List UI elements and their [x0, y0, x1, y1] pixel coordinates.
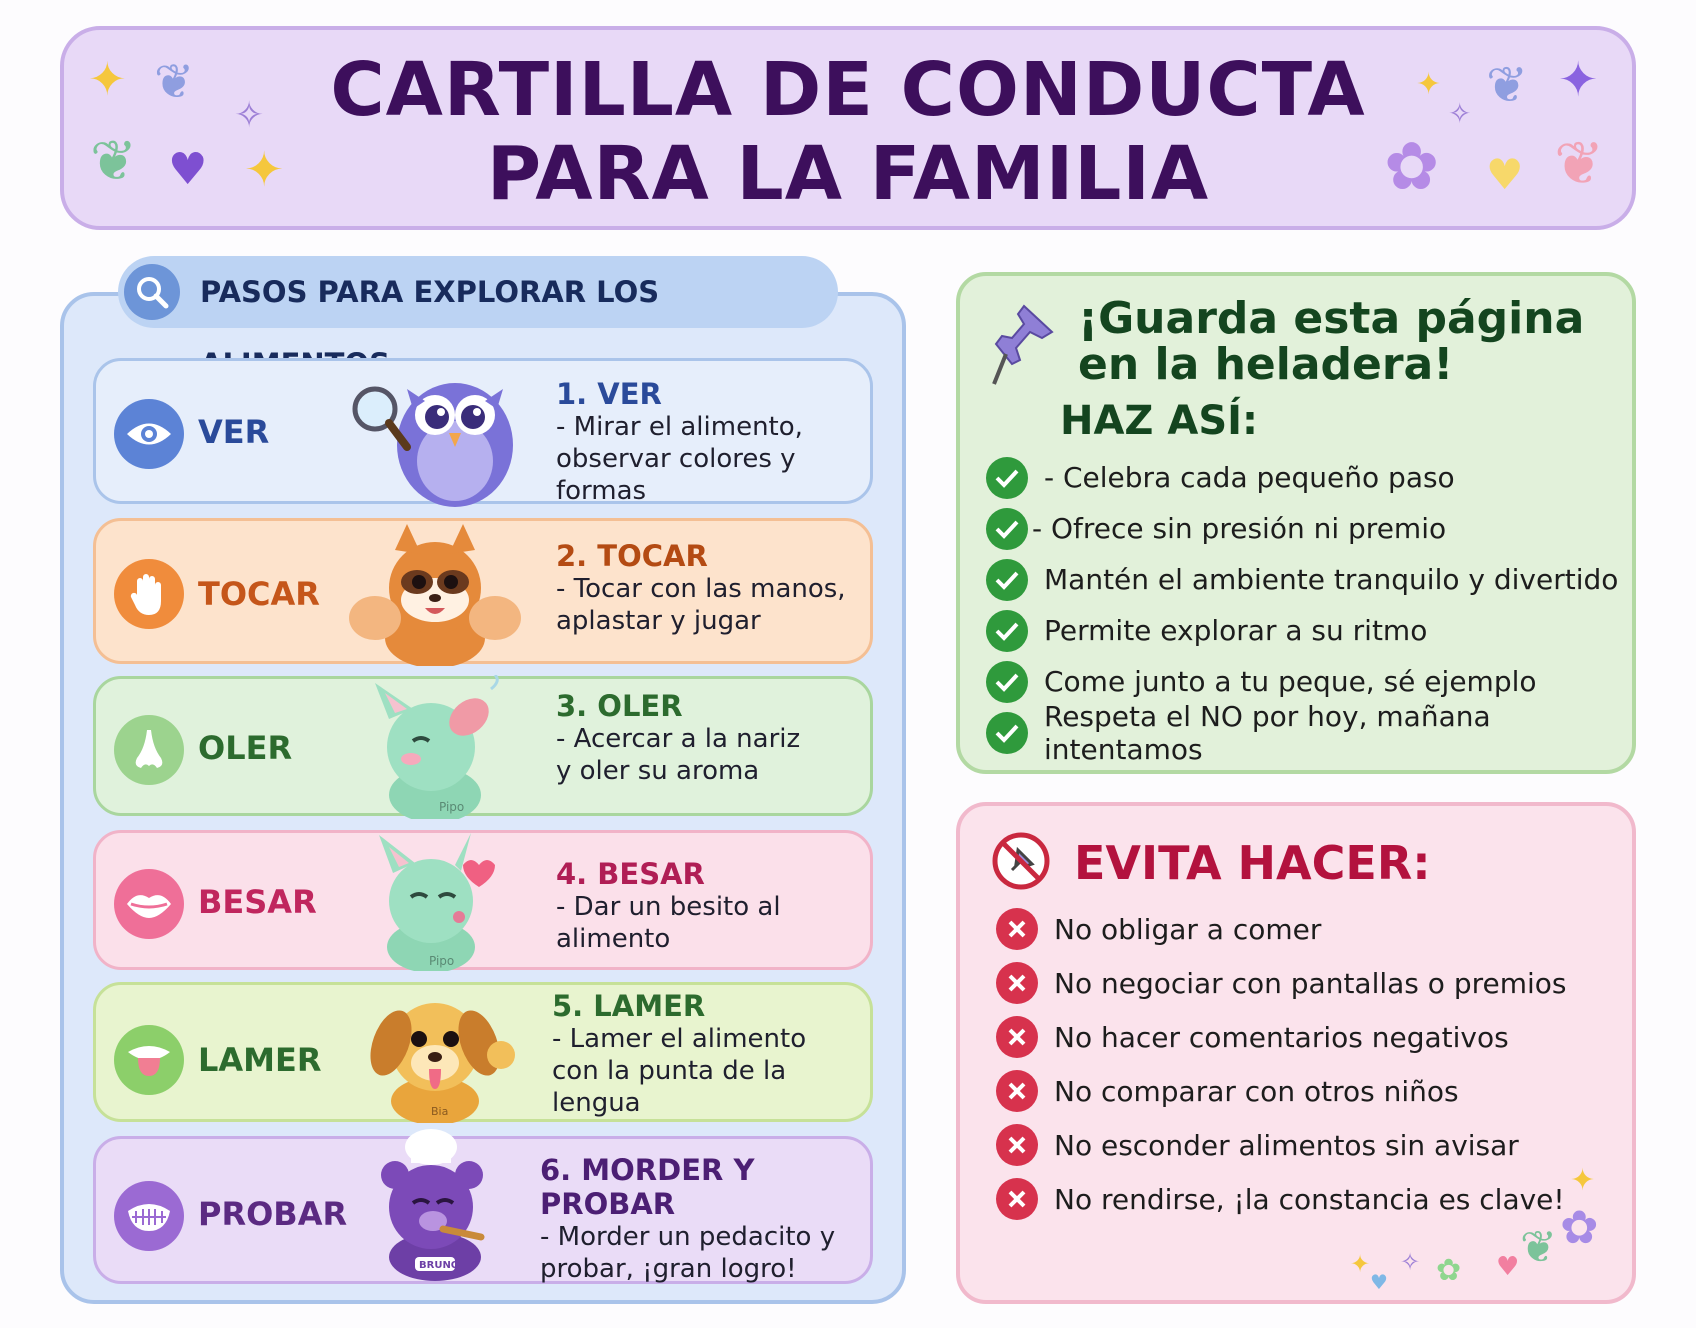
character-tag: Pipo [429, 954, 455, 968]
step-title: 3. OLER [556, 689, 683, 723]
sparkle-icon: ✧ [1400, 1248, 1421, 1276]
step-name: LAMER [198, 1041, 322, 1079]
step-tocar [93, 518, 873, 664]
pushpin-icon [990, 302, 1060, 391]
star-icon: ✦ [1350, 1250, 1371, 1278]
eye-icon [114, 399, 184, 469]
do-title-line2: en la heladera! [1078, 339, 1454, 390]
list-item [986, 605, 1632, 656]
heart-icon: ♥ [1486, 150, 1524, 199]
do-list [986, 452, 1632, 766]
leaf-icon: ❦ [154, 54, 195, 110]
step-text [556, 377, 876, 507]
list-item [996, 956, 1567, 1010]
avoid-item-text: No esconder alimentos sin avisar [1054, 1128, 1519, 1162]
check-icon [986, 559, 1028, 601]
heart-icon: ♥ [1496, 1252, 1520, 1282]
do-item-text: Mantén el ambiente tranquilo y divertido [1044, 563, 1619, 596]
character-tag: BRUNO [419, 1260, 460, 1271]
puppy-character-illustration [328, 977, 542, 1123]
step-description: - Mirar el alimento, observar colores y formas [556, 412, 803, 506]
lips-icon [114, 869, 184, 939]
cat-smelling-character-illustration [328, 675, 542, 819]
x-icon [996, 1178, 1038, 1220]
check-icon [986, 457, 1028, 499]
star-icon: ✦ [1570, 1163, 1596, 1198]
step-lamer [93, 982, 873, 1122]
do-panel-subtitle: HAZ ASÍ: [1060, 398, 1259, 444]
list-item [996, 1064, 1567, 1118]
star-icon: ✦ [244, 142, 285, 198]
step-text [556, 857, 876, 955]
avoid-item-text: No obligar a comer [1054, 912, 1322, 946]
do-item-text: Come junto a tu peque, sé ejemplo [1044, 665, 1537, 698]
step-description: - Acercar a la nariz y oler su aroma [556, 724, 801, 786]
avoid-item-text: No negociar con pantallas o premios [1054, 966, 1567, 1000]
list-item [986, 699, 1632, 766]
list-item [986, 452, 1632, 503]
avoid-item-text: No hacer comentarios negativos [1054, 1020, 1509, 1054]
step-besar [93, 830, 873, 970]
step-title: 2. TOCAR [556, 539, 708, 573]
sparkle-icon: ✧ [1448, 97, 1472, 130]
list-item [986, 503, 1632, 554]
leaf-icon: ❦ [1554, 129, 1605, 199]
list-item [996, 1172, 1567, 1226]
step-name: VER [198, 413, 270, 451]
x-icon [996, 962, 1038, 1004]
check-icon [986, 661, 1028, 703]
tongue-icon [114, 1025, 184, 1095]
header-banner [60, 26, 1636, 230]
step-description: - Morder un pedacito y probar, ¡gran logro! [540, 1222, 836, 1284]
step-text [540, 1153, 876, 1285]
check-icon [986, 508, 1028, 550]
step-description: - Lamer el alimento con la punta de la lengua [552, 1024, 807, 1118]
heart-icon: ♥ [1370, 1270, 1388, 1294]
do-title-line1: ¡Guarda esta página [1078, 293, 1585, 344]
do-item-text: Permite explorar a su ritmo [1044, 614, 1428, 647]
step-title: 6. MORDER Y PROBAR [540, 1153, 755, 1221]
steps-panel-title-tab [118, 256, 838, 328]
check-icon [986, 712, 1028, 754]
steps-panel-title: PASOS PARA EXPLORAR LOS [200, 275, 660, 309]
character-tag: Bia [431, 1105, 449, 1118]
avoid-panel [956, 802, 1636, 1304]
list-item [996, 1010, 1567, 1064]
do-panel [956, 272, 1636, 774]
step-title: 4. BESAR [556, 857, 705, 891]
star-icon: ✦ [88, 52, 127, 106]
page-title-line1: CARTILLA DE CONDUCTA [330, 47, 1366, 133]
step-description: - Tocar con las manos, aplastar y jugar [556, 574, 846, 636]
x-icon [996, 1070, 1038, 1112]
star-icon: ✦ [1558, 52, 1599, 108]
hand-icon [114, 559, 184, 629]
no-pin-icon [990, 830, 1052, 895]
step-name: BESAR [198, 883, 317, 921]
step-title: 5. LAMER [552, 989, 706, 1023]
raccoon-character-illustration [328, 519, 542, 667]
bear-chef-character-illustration [328, 1125, 542, 1281]
avoid-item-text: No comparar con otros niños [1054, 1074, 1459, 1108]
nose-icon [114, 715, 184, 785]
page-title-line2: PARA LA FAMILIA [486, 131, 1210, 217]
x-icon [996, 1124, 1038, 1166]
list-item [996, 1118, 1567, 1172]
leaf-icon: ❦ [90, 129, 137, 194]
do-item-text: - Celebra cada pequeño paso [1044, 461, 1455, 494]
step-title: 1. VER [556, 377, 662, 411]
character-tag: Pipo [439, 800, 465, 814]
leaf-icon: ❦ [1520, 1222, 1557, 1273]
magnifier-icon [124, 264, 180, 320]
heart-icon: ♥ [168, 144, 208, 195]
step-text [556, 539, 876, 637]
do-panel-title [1078, 293, 1585, 390]
x-icon [996, 1016, 1038, 1058]
avoid-list [996, 902, 1567, 1226]
cat-kissing-character-illustration [328, 825, 542, 971]
list-item [996, 902, 1567, 956]
leaf-icon: ❦ [1486, 56, 1528, 114]
flower-icon: ✿ [1436, 1253, 1462, 1288]
teeth-icon [114, 1181, 184, 1251]
step-name: PROBAR [198, 1195, 348, 1233]
sparkle-icon: ✧ [234, 95, 265, 136]
owl-character-illustration [328, 349, 542, 507]
flower-icon: ✿ [1560, 1200, 1599, 1254]
do-item-text: Respeta el NO por hoy, mañana intentamos [1044, 699, 1491, 766]
step-description: - Dar un besito al alimento [556, 892, 781, 954]
avoid-panel-title: EVITA HACER: [1074, 836, 1431, 890]
star-icon: ✦ [1416, 67, 1442, 102]
list-item [986, 554, 1632, 605]
check-icon [986, 610, 1028, 652]
step-name: OLER [198, 729, 293, 767]
do-item-text: - Ofrece sin presión ni premio [1032, 512, 1447, 545]
step-text [552, 989, 876, 1119]
step-name: TOCAR [198, 575, 320, 613]
step-oler [93, 676, 873, 816]
x-icon [996, 908, 1038, 950]
step-text [556, 689, 876, 787]
avoid-item-text: No rendirse, ¡la constancia es clave! [1054, 1182, 1565, 1216]
step-ver [93, 358, 873, 504]
flower-icon: ✿ [1384, 128, 1440, 205]
step-probar [93, 1136, 873, 1284]
